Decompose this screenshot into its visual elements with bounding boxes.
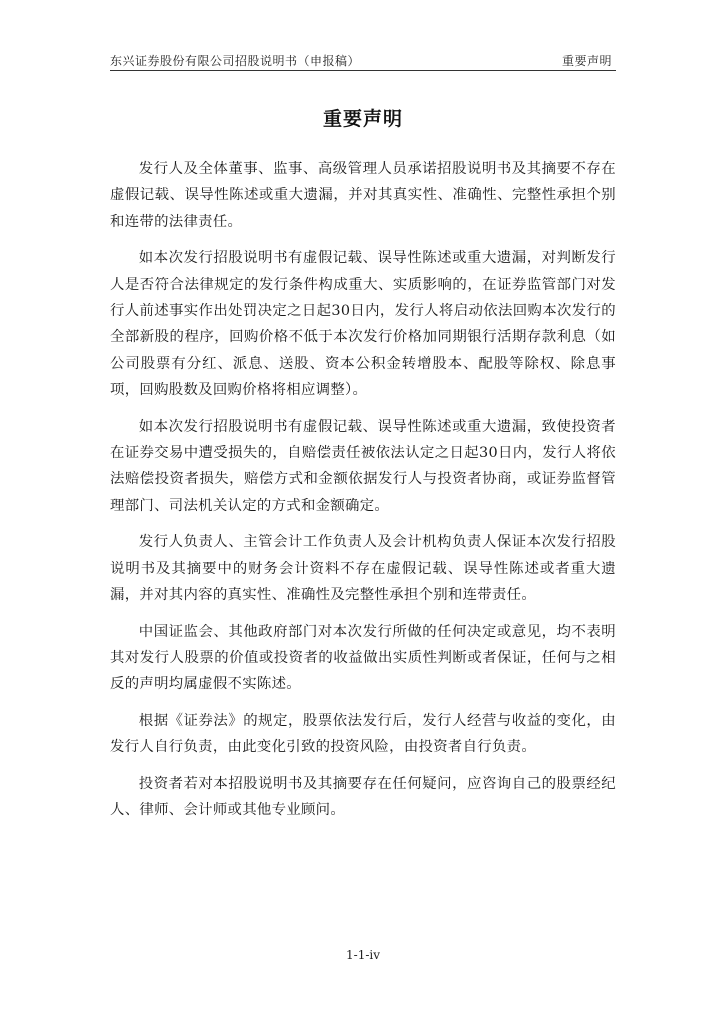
page-header	[110, 50, 616, 70]
paragraph-2: 如本次发行招股说明书有虚假记载、误导性陈述或重大遗漏，对判断发行人是否符合法律规定的发行条件构成重大、实质影响的，在证券监管部门对发行人前述事实作出处罚决定之日起30日内，发行人将启动依法回购本次发行的全部新股的程序，回购价格不低于本次发行价格加同期银行活期存款利息（如公司股票有分红、派息、送股、资本公积金转增股本、配股等除权、除息事项，回购股数及回购价格将相应调整）。	[110, 250, 616, 399]
paragraph-3: 如本次发行招股说明书有虚假记载、误导性陈述或重大遗漏，致使投资者在证券交易中遭受损失的，自赔偿责任被依法认定之日起30日内，发行人将依法赔偿投资者损失，赔偿方式和金额依据发行人与投资者协商，或证券监督管理部门、司法机关认定的方式和金额确定。	[110, 418, 616, 514]
paragraph-6: 根据《证券法》的规定，股票依法发行后，发行人经营与收益的变化，由发行人自行负责，由此变化引致的投资风险，由投资者自行负责。	[110, 712, 616, 756]
paragraph-4: 发行人负责人、主管会计工作负责人及会计机构负责人保证本次发行招股说明书及其摘要中的财务会计资料不存在虚假记载、误导性陈述或者重大遗漏，并对其内容的真实性、准确性及完整性承担个别和连带责任。	[110, 534, 616, 604]
paragraph-5: 中国证监会、其他政府部门对本次发行所做的任何决定或意见，均不表明其对发行人股票的价值或投资者的收益做出实质性判断或者保证，任何与之相反的声明均属虚假不实陈述。	[110, 623, 616, 693]
paragraph-7: 投资者若对本招股说明书及其摘要存在任何疑问，应咨询自己的股票经纪人、律师、会计师或其他专业顾问。	[110, 775, 616, 818]
header-document-title: 东兴证券股份有限公司招股说明书（申报稿）	[110, 54, 361, 68]
paragraph-1: 发行人及全体董事、监事、高级管理人员承诺招股说明书及其摘要不存在虚假记载、误导性陈述或重大遗漏，并对其真实性、准确性、完整性承担个别和连带的法律责任。	[110, 161, 616, 230]
page-title: 重要声明	[322, 108, 403, 130]
header-section-title: 重要声明	[561, 54, 612, 68]
header-divider	[110, 70, 616, 71]
page-number: 1-1-iv	[346, 948, 380, 962]
document-body	[110, 156, 616, 833]
